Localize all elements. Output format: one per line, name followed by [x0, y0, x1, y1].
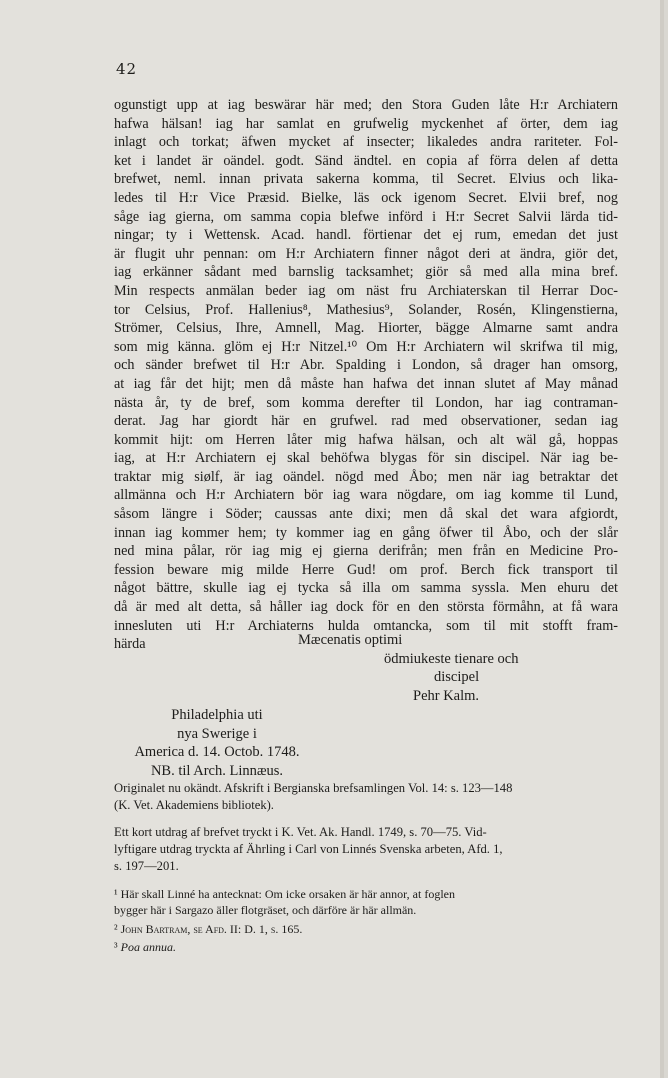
- letter-line: inlagt och torkat; äfwen mycket af insecter; likaledes andra rariteter. Fol-: [114, 134, 618, 151]
- letter-line: allmänna och H:r Archiatern bör iag wara nögdare, om iag komme til Lund,: [114, 487, 618, 504]
- letter-line: innesluten uti H:r Archiaterns hulda omtancka, som til mit stofft fram-: [114, 617, 618, 634]
- letter-line: tor Celsius, Prof. Hallenius⁸, Mathesius⁹, Solander, Rosén, Klingenstierna,: [114, 301, 618, 318]
- source-note: [114, 780, 620, 814]
- closing-servant: ödmiukeste tienare och: [384, 650, 519, 667]
- letter-line: brefwet, neml. innan privata sakerna komma, til Secret. Elvius och lika-: [114, 171, 618, 188]
- letter-line: derat. Jag har giordt här en grufwel. rad med observationer, sedan iag: [114, 413, 618, 430]
- letter-signature: [298, 631, 518, 706]
- letter-place-date: [132, 706, 302, 781]
- letter-line: och sänder brefwet til H:r Abr. Spalding i London, så drager han omsorg,: [114, 357, 618, 374]
- footnote-mark: ²: [114, 922, 118, 936]
- letter-line: ket i landet är oändel. godt. Sänd ändtel. en copia af förra delen af detta: [114, 152, 618, 169]
- letter-line: hafwa hälsan! iag har samlat en grufwelig myckenhet af örter, dem iag: [114, 115, 618, 132]
- letter-line: iag erkänner sådant med barnslig tacksamhet; giör så med alla mina bref.: [114, 264, 618, 281]
- signature-name: Pehr Kalm.: [413, 688, 480, 705]
- footnote-3: [114, 939, 620, 955]
- date-line: America d. 14. Octob. 1748.: [134, 744, 300, 761]
- letter-line: något bättre, skulle iag ej tycka så illa om samma syssla. Men ehuru det: [114, 580, 618, 597]
- letter-line: ningar; ty i Wettensk. Acad. handl. förtienar det ej rum, emedan det just: [114, 227, 618, 244]
- letter-line: som mig känna. glöm ej H:r Nitzel.¹⁰ Om H:r Archiatern wil skrifwa til mig,: [114, 338, 618, 355]
- letter-line: at iag får det hijt; men då måste han hafwa det innan slutet af May månad: [114, 375, 618, 392]
- letter-line: innan iag kommer hem; ty kommer iag en gång öfwer til Åbo, och der slår: [114, 524, 618, 541]
- footnote-text: Poa annua.: [120, 940, 176, 954]
- footnote-text: John Bartram, se Afd. II: D. 1, s. 165.: [120, 922, 303, 936]
- recipient-note: NB. til Arch. Linnæus.: [150, 763, 284, 780]
- source-line: Originalet nu okändt. Afskrift i Bergianska brefsamlingen Vol. 14: s. 123—148: [114, 781, 513, 795]
- letter-line: såge iag gierna, om samma copia blefwe införd i H:r Secret Salvii lärda tid-: [114, 208, 618, 225]
- place-line: nya Swerige i: [177, 725, 257, 742]
- closing-disciple: discipel: [434, 669, 480, 686]
- letter-line: såsom längre i Söder; caussas ante dixi; men då skal det wara afgiordt,: [114, 506, 618, 523]
- letter-line: ned mina pålar, rör iag mig ej gierna derifrån; men från en Medicine Pro-: [114, 543, 618, 560]
- footnote-text: bygger här i Sargazo äller flotgräset, och därföre är här allmän.: [114, 903, 417, 917]
- footnote-2: [114, 921, 620, 937]
- letter-line: ogunstigt upp at iag beswärar här med; den Stora Guden låte H:r Archiatern: [114, 97, 618, 113]
- page-edge: [660, 0, 664, 1078]
- letter-line: Min respects anmälan beder iag om näst fru Archiaterskan til Herrar Doc-: [114, 282, 618, 299]
- letter-line: fession beware mig milde Herre Gud! om prof. Berch fick transport til: [114, 561, 618, 578]
- place-line: Philadelphia uti: [171, 707, 263, 723]
- letter-line: ledes til H:r Vice Præsid. Bielke, läs ock igenom Secret. Elvii bref, nog: [114, 189, 618, 206]
- source-line: (K. Vet. Akademiens bibliotek).: [114, 797, 274, 812]
- extract-note: [114, 824, 620, 874]
- extract-line: Ett kort utdrag af brefvet tryckt i K. Vet. Ak. Handl. 1749, s. 70—75. Vid-: [114, 825, 487, 839]
- letter-line: nästa år, ty de bref, som komma derefter til London, har iag contraman-: [114, 394, 618, 411]
- footnote-text: Här skall Linné ha antecknat: Om icke orsaken är här annor, at foglen: [120, 887, 455, 901]
- letter-line: härda: [114, 636, 146, 653]
- letter-line: kommit hijt: om Herren låter mig hafwa hälsan, och alt wäl gå, hoppas: [114, 431, 618, 448]
- extract-line: lyftigare utdrag tryckta af Ährling i Carl von Linnés Svenska arbeten, Afd. 1,: [114, 841, 503, 856]
- footnote-mark: ¹: [114, 887, 118, 901]
- page-number: 42: [116, 60, 138, 78]
- letter-line: iag, at H:r Archiatern ej skal behöfwa blygas för sin discipel. När iag be-: [114, 450, 618, 467]
- letter-line: då är med alt detta, så håller iag dock för en den största förmåhn, at få wara: [114, 599, 618, 616]
- footnote-mark: ³: [114, 940, 118, 954]
- footnote-1: [114, 886, 620, 918]
- letter-line: Strömer, Celsius, Ihre, Amnell, Mag. Hiorter, bägge Almarne samt andra: [114, 320, 618, 337]
- extract-line: s. 197—201.: [114, 858, 179, 873]
- letter-body: [114, 96, 618, 654]
- letter-line: traktar mig siølf, är iag oändel. nögd med Åbo; men när iag betraktar det: [114, 468, 618, 485]
- closing-salutation: Mæcenatis optimi: [298, 632, 403, 648]
- letter-line: är flugit uhr pennan: om H:r Archiatern finner något deri at ändra, giör det,: [114, 245, 618, 262]
